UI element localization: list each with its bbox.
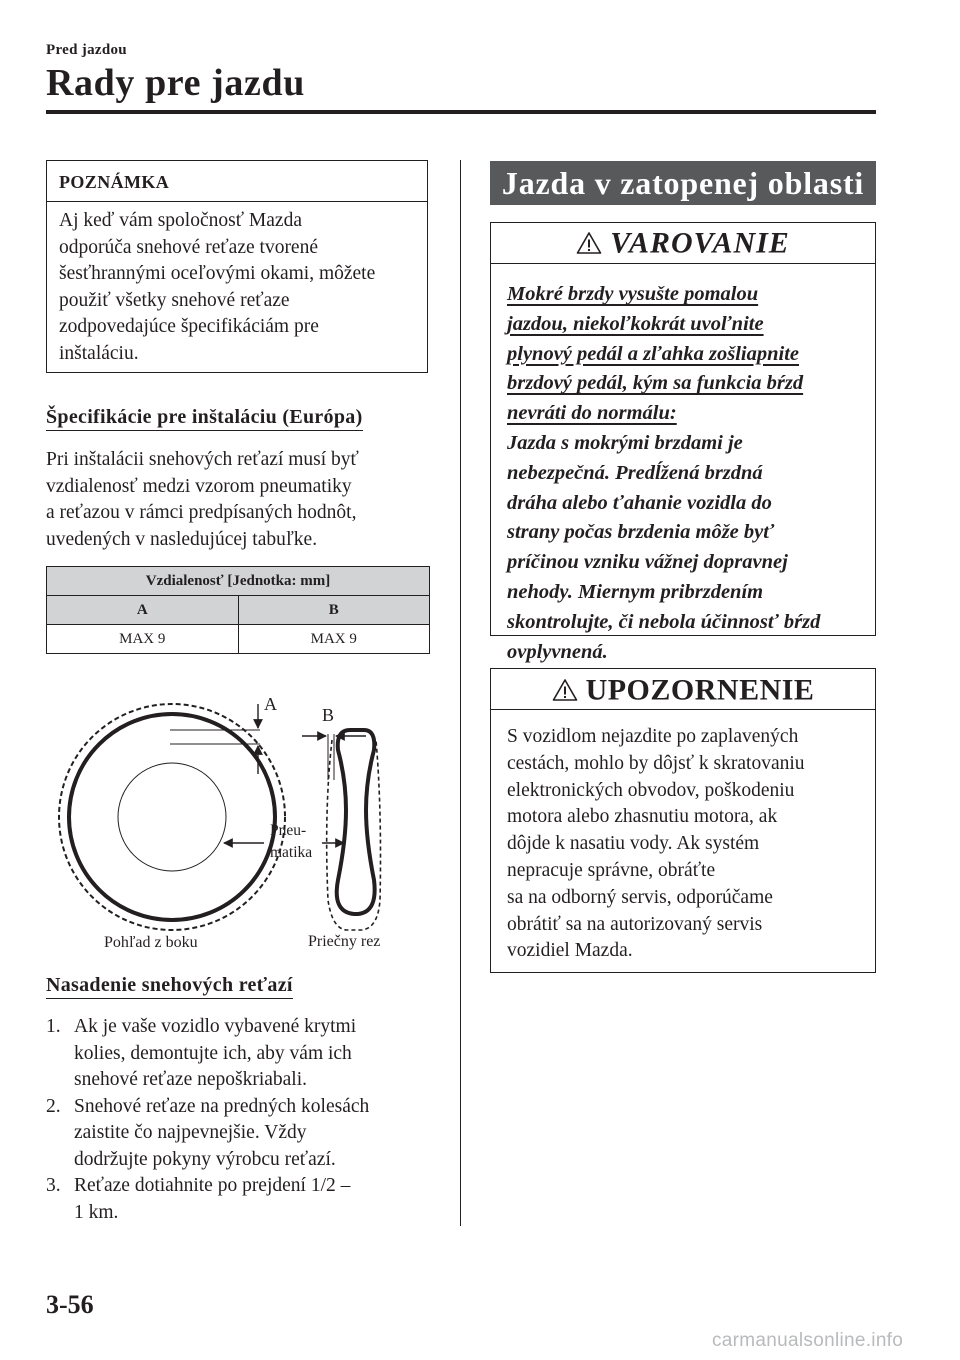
note-body (47, 202, 427, 367)
warning-underlined-line: plynový pedál a zľahka zošliapnite (507, 342, 799, 365)
caution-body (491, 710, 875, 965)
warning-line: ovplyvnená. (507, 640, 608, 663)
caution-box (490, 668, 876, 973)
caption-side-view: Pohľad z boku (104, 934, 198, 951)
note-line: zodpovedajúce špecifikáciám pre (59, 316, 319, 337)
label-b: B (322, 705, 335, 725)
rim-outline (118, 763, 226, 871)
tire-label-1: Pneu- (270, 822, 307, 839)
step-line: kolies, demontujte ich, aby vám ich (74, 1042, 352, 1064)
warning-line: nebezpečná. Predĺžená brzdná (507, 461, 763, 484)
warning-line: dráha alebo ťahanie vozidla do (507, 491, 772, 514)
mounting-heading: Nasadenie snehových reťazí (46, 974, 293, 999)
step-line: 1 km. (74, 1201, 119, 1223)
section-label: Pred jazdou (46, 42, 127, 58)
caution-line: S vozidlom nejazdite po zaplavených (507, 726, 799, 747)
step-line: Reťaze dotiahnite po prejdení 1/2 – (74, 1175, 351, 1196)
step-line: Ak je vaše vozidlo vybavené krytmi (74, 1016, 357, 1037)
warning-triangle-icon (576, 231, 602, 255)
caution-line: nepracuje správne, obráťte (507, 859, 716, 881)
note-line: šesťhrannými oceľovými okami, môžete (59, 263, 376, 284)
list-item (46, 1094, 446, 1174)
column-divider (460, 160, 461, 1226)
note-line: odporúča snehové reťaze tvorené (59, 236, 318, 258)
step-line: Snehové reťaze na predných kolesách (74, 1095, 370, 1117)
mounting-heading-wrap (46, 974, 293, 997)
step-line: snehové reťaze nepoškriabali. (74, 1069, 308, 1090)
tire-chain-diagram (46, 690, 430, 960)
step-line: zaistite čo najpevnejšie. Vždy (74, 1122, 307, 1143)
spec-heading: Špecifikácie pre inštaláciu (Európa) (46, 406, 363, 431)
header-rule (46, 110, 876, 114)
caution-header (491, 669, 875, 710)
step-number: 1. (46, 1016, 61, 1037)
caution-line: vozidiel Mazda. (507, 940, 633, 962)
warning-underlined-line: jazdou, niekoľkokrát uvoľnite (507, 312, 764, 335)
flooded-area-banner: Jazda v zatopenej oblasti (490, 161, 876, 205)
watermark: carmanualsonline.info (712, 1330, 904, 1351)
note-line: Aj keď vám spoločnosť Mazda (59, 210, 302, 231)
caution-title: UPOZORNENIE (585, 673, 815, 707)
spec-line: Pri inštalácii snehových reťazí musí byť (46, 449, 359, 470)
table-value-a: MAX 9 (47, 625, 239, 654)
caution-line: obrátiť sa na autorizovaný servis (507, 913, 763, 935)
chapter-title: Rady pre jazdu (46, 62, 305, 104)
page-number: 3-56 (46, 1290, 94, 1319)
step-line: dodržujte pokyny výrobcu reťazí. (74, 1148, 336, 1170)
spec-text (46, 447, 430, 553)
caution-triangle-icon (552, 678, 578, 702)
caution-line: elektronických obvodov, poškodeniu (507, 779, 795, 801)
caution-line: motora alebo zhasnutiu motora, ak (507, 806, 778, 828)
warning-line: skontrolujte, či nebola účinnosť bŕzd (507, 610, 821, 633)
note-line: použiť všetky snehové reťaze (59, 289, 290, 311)
caution-line: sa na odborný servis, odporúčame (507, 886, 773, 908)
note-line: inštaláciu. (59, 342, 139, 364)
spec-heading-wrap (46, 406, 363, 429)
spec-line: vzdialenosť medzi vzorom pneumatiky (46, 475, 352, 497)
warning-underlined-line: nevráti do normálu: (507, 402, 677, 425)
table-col-b: B (238, 596, 430, 625)
mounting-steps (46, 1014, 446, 1226)
table-header: Vzdialenosť [Jednotka: mm] (47, 567, 430, 596)
note-box (46, 160, 428, 373)
list-item (46, 1173, 446, 1226)
warning-underlined-line: Mokré brzdy vysušte pomalou (507, 283, 759, 305)
list-item (46, 1014, 446, 1094)
chain-outline (59, 704, 285, 930)
note-title: POZNÁMKA (47, 161, 427, 202)
step-number: 3. (46, 1175, 61, 1196)
spec-table (46, 566, 430, 654)
tire-label-2: matika (270, 844, 313, 861)
tire-outline (69, 714, 275, 920)
cross-tire (337, 730, 375, 914)
warning-box (490, 222, 876, 663)
warning-line: strany počas brzdenia môže byť (507, 521, 775, 544)
warning-body (491, 264, 875, 667)
warning-header (491, 223, 875, 264)
caption-cross-section: Priečny rez (308, 933, 381, 950)
label-a: A (264, 694, 277, 714)
spec-line: uvedených v nasledujúcej tabuľke. (46, 528, 318, 550)
warning-line: príčinou vzniku vážnej dopravnej (507, 551, 788, 574)
warning-line: nehody. Miernym pribrzdením (507, 580, 764, 603)
step-number: 2. (46, 1095, 61, 1117)
table-col-a: A (47, 596, 239, 625)
warning-title: VAROVANIE (610, 226, 790, 260)
table-value-b: MAX 9 (238, 625, 430, 654)
warning-line: Jazda s mokrými brzdami je (507, 431, 743, 454)
caution-line: cestách, mohlo by dôjsť k skratovaniu (507, 752, 805, 774)
caution-line: dôjde k nasatiu vody. Ak systém (507, 833, 760, 855)
spec-line: a reťazou v rámci predpísaných hodnôt, (46, 502, 357, 523)
warning-underlined-line: brzdový pedál, kým sa funkcia bŕzd (507, 372, 804, 395)
